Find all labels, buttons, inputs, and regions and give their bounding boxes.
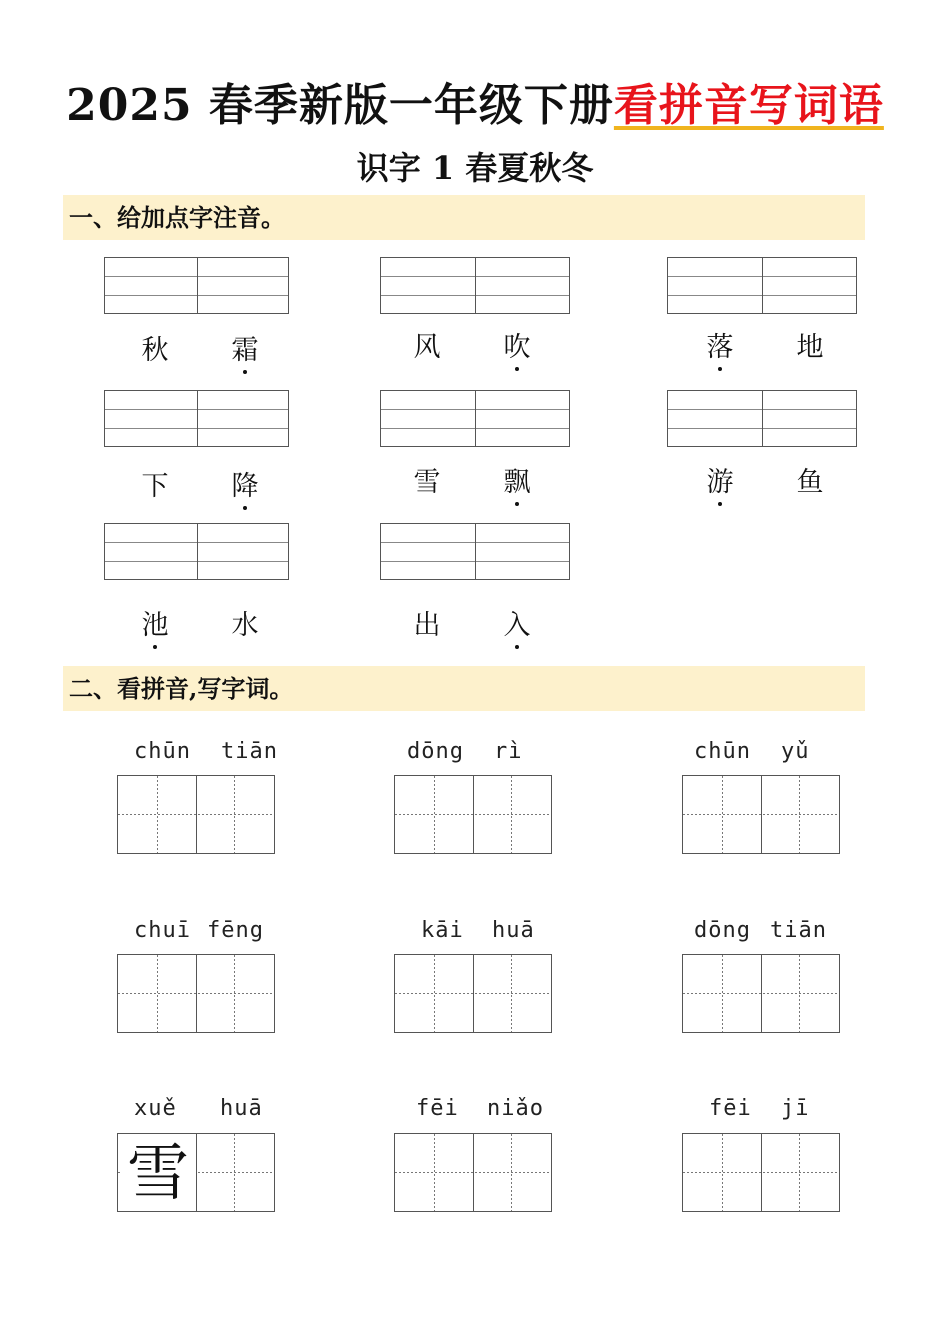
writing-grid[interactable]	[682, 954, 840, 1033]
pinyin-syllable: dōng	[694, 918, 751, 943]
pinyin-answer-box[interactable]	[380, 257, 570, 314]
dotted-char: 霜	[220, 334, 270, 368]
pinyin-syllable: fēng	[207, 918, 264, 943]
pinyin-syllable: chūn	[694, 739, 751, 764]
word-char: 出	[413, 610, 441, 641]
pinyin-answer-box[interactable]	[104, 390, 289, 447]
word-char: 雪	[413, 467, 441, 498]
section-1-heading: 一、给加点字注音。	[63, 195, 865, 240]
lesson-subtitle: 识字 1 春夏秋冬	[356, 149, 594, 187]
pinyin-syllable: fēi	[709, 1096, 752, 1121]
pinyin-syllable: huā	[492, 918, 535, 943]
dotted-char: 飘	[492, 466, 542, 500]
dotted-char: 降	[220, 470, 270, 504]
pinyin-syllable: jī	[781, 1096, 810, 1121]
pinyin-answer-box[interactable]	[667, 390, 857, 447]
pinyin-syllable: dōng	[407, 739, 464, 764]
section-2-heading: 二、看拼音,写字词。	[63, 666, 865, 711]
writing-grid[interactable]	[394, 954, 552, 1033]
word-char: 水	[231, 610, 259, 641]
pinyin-answer-box[interactable]	[667, 257, 857, 314]
writing-grid[interactable]	[682, 775, 840, 854]
page-title	[0, 78, 950, 134]
pinyin-syllable: yǔ	[781, 739, 810, 764]
writing-grid[interactable]	[394, 775, 552, 854]
pinyin-syllable: huā	[220, 1096, 263, 1121]
sample-written-char: 雪	[120, 1134, 196, 1211]
pinyin-syllable: fēi	[416, 1096, 459, 1121]
writing-grid[interactable]	[117, 954, 275, 1033]
writing-grid[interactable]	[117, 775, 275, 854]
dotted-char: 入	[492, 609, 542, 643]
word-char: 秋	[141, 335, 169, 366]
pinyin-syllable: niǎo	[487, 1096, 544, 1121]
pinyin-syllable: tiān	[221, 739, 278, 764]
dotted-char: 吹	[492, 331, 542, 365]
writing-grid[interactable]	[394, 1133, 552, 1212]
pinyin-answer-box[interactable]	[104, 257, 289, 314]
pinyin-syllable: xuě	[134, 1096, 177, 1121]
title-highlight: 看拼音写词语	[613, 80, 884, 131]
pinyin-syllable: tiān	[770, 918, 827, 943]
dotted-char: 池	[130, 609, 180, 643]
dotted-char: 游	[695, 466, 745, 500]
pinyin-answer-box[interactable]	[380, 523, 570, 580]
word-char: 地	[796, 332, 824, 363]
word-char: 下	[141, 471, 169, 502]
pinyin-answer-box[interactable]	[380, 390, 570, 447]
pinyin-syllable: rì	[494, 739, 523, 764]
dotted-char: 落	[695, 331, 745, 365]
word-char: 风	[413, 332, 441, 363]
writing-grid[interactable]	[117, 1133, 275, 1212]
pinyin-answer-box[interactable]	[104, 523, 289, 580]
pinyin-syllable: chūn	[134, 739, 191, 764]
word-char: 鱼	[796, 467, 824, 498]
pinyin-syllable: kāi	[421, 918, 464, 943]
title-main: 2025 春季新版一年级下册	[66, 80, 614, 131]
pinyin-syllable: chuī	[134, 918, 191, 943]
writing-grid[interactable]	[682, 1133, 840, 1212]
